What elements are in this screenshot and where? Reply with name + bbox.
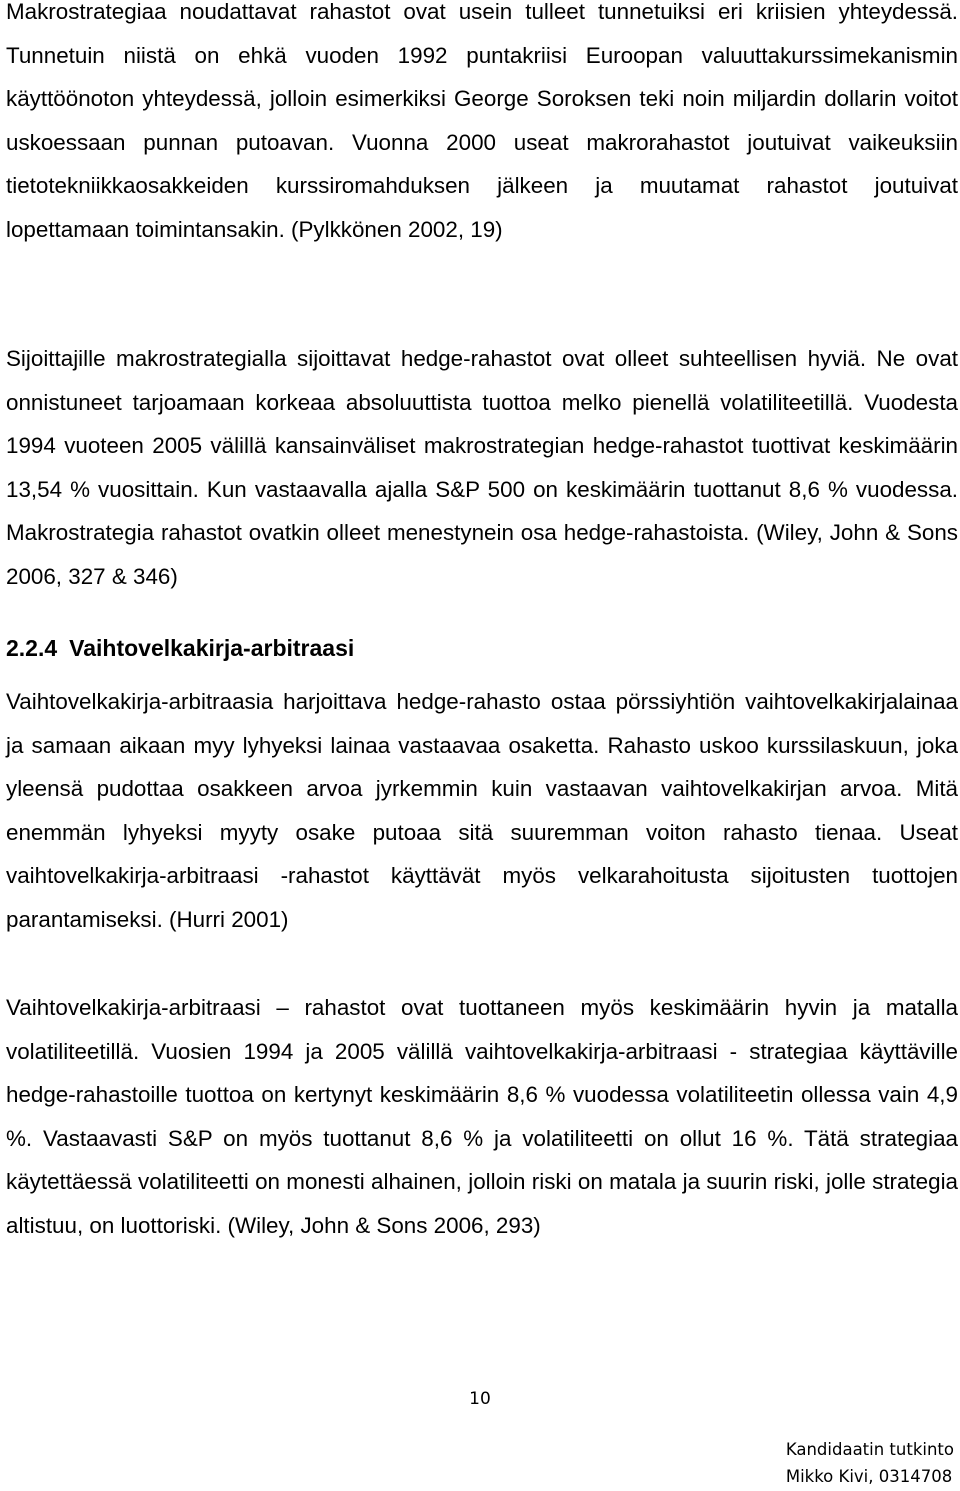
section-heading (6, 628, 354, 668)
footer-author: Mikko Kivi, 0314708 (785, 1467, 953, 1486)
paragraph-arbitrage-intro: Vaihtovelkakirja-arbitraasia harjoittava hedge-rahasto ostaa pörssiyhtiön vaihtovelkakirjalainaa ja samaan aikaan myy lyhyeksi lainaa vastaavaa osaketta. Rahasto uskoo kurssilaskuun, joka yleensä pudottaa osakkeen arvoa jyrkemmin kuin vastaavan vaihtovelkakirjan arvoa. Mitä enemmän lyhyeksi myyty osake putoaa sitä suuremman voiton rahasto tienaa. Useat vaihtovelkakirja-arbitraasi -rahastot käyttävät myös velkarahoitusta sijoitusten tuottojen parantamiseksi. (Hurri 2001) (6, 689, 958, 932)
page-footer (786, 1436, 954, 1490)
footer-degree: Kandidaatin tutkinto (785, 1440, 954, 1459)
paragraph-arbitrage-returns: Vaihtovelkakirja-arbitraasi – rahastot ovat tuottaneen myös keskimäärin hyvin ja matalla volatiliteetillä. Vuosien 1994 ja 2005 välillä vaihtovelkakirja-arbitraasi - strategiaa käyttäville hedge-rahastoille tuottoa on kertynyt keskimäärin 8,6 % vuodessa volatiliteetin ollessa vain 4,9 %. Vastaavasti S&P on myös tuottanut 8,6 % ja volatiliteetti on ollut 16 %. Tätä strategiaa käytettäessä volatiliteetti on monesti alhainen, jolloin riski on matala ja suurin riski, jolle strategia altistuu, on luottoriski. (Wiley, John & Sons 2006, 293) (6, 995, 958, 1238)
paragraph-macro-crises: Makrostrategiaa noudattavat rahastot ovat usein tulleet tunnetuiksi eri kriisien yhteydessä. Tunnetuin niistä on ehkä vuoden 1992 puntakriisi Euroopan valuuttakurssimekanismin käyttöönoton yhteydessä, jolloin esimerkiksi George Soroksen teki noin miljardin dollarin voitot uskoessaan punnan putoavan. Vuonna 2000 useat makrorahastot joutuivat vaikeuksiin tietotekniikkaosakkeiden kurssiromahduksen jälkeen ja muutamat rahastot joutuivat lopettamaan toimintansakin. (Pylkkönen 2002, 19) (6, 0, 958, 242)
section-title: Vaihtovelkakirja-arbitraasi (69, 635, 355, 661)
page-number: 10 (469, 1389, 491, 1409)
section-number: 2.2.4 (6, 635, 58, 661)
paragraph-macro-returns: Sijoittajille makrostrategialla sijoittavat hedge-rahastot ovat olleet suhteellisen hyviä. Ne ovat onnistuneet tarjoamaan korkeaa absoluuttista tuottoa melko pienellä volatiliteetillä. Vuodesta 1994 vuoteen 2005 välillä kansainväliset makrostrategian hedge-rahastot tuottivat keskimäärin 13,54 % vuosittain. Kun vastaavalla ajalla S&P 500 on keskimäärin tuottanut 8,6 % vuodessa. Makrostrategia rahastot ovatkin olleet menestynein osa hedge-rahastoista. (Wiley, John & Sons 2006, 327 & 346) (6, 346, 958, 589)
